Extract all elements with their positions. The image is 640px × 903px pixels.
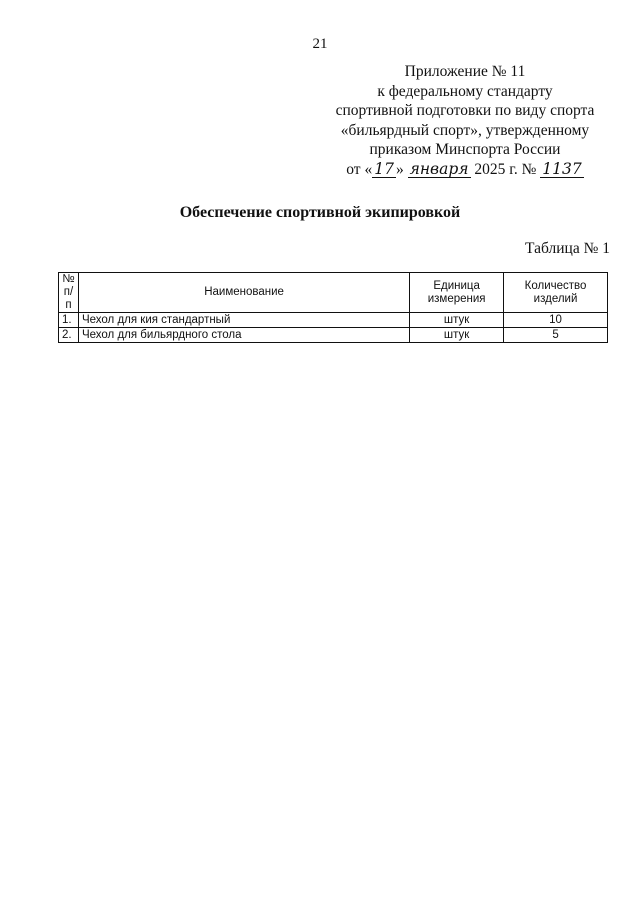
row-unit: штук: [410, 313, 504, 328]
header-qty: Количество изделий: [504, 273, 608, 313]
appendix-line: спортивной подготовки по виду спорта: [335, 102, 595, 119]
appendix-line: к федеральному стандарту: [377, 82, 553, 100]
appendix-title: Приложение № 11: [404, 63, 526, 80]
date-year: 2025 г. №: [474, 160, 537, 178]
appendix-line: «бильярдный спорт», утвержденному: [340, 121, 590, 139]
date-prefix: от «: [346, 160, 373, 178]
date-mid: »: [395, 160, 404, 178]
handwritten-month: января: [409, 159, 469, 178]
order-date-line: [330, 160, 600, 180]
row-num: 1.: [59, 313, 79, 328]
header-num: № п/п: [59, 273, 79, 313]
table-caption: Таблица № 1: [525, 240, 610, 257]
page-number: 21: [312, 36, 328, 52]
handwritten-order-number: 1137: [542, 159, 582, 178]
document-title: Обеспечение спортивной экипировкой: [179, 204, 461, 221]
table-row: [59, 328, 608, 343]
table-row: [59, 313, 608, 328]
row-qty: 10: [504, 313, 608, 328]
appendix-block: [330, 62, 600, 179]
row-name: Чехол для бильярдного стола: [78, 328, 409, 343]
header-name: Наименование: [78, 273, 409, 313]
appendix-line: приказом Минспорта России: [369, 141, 561, 158]
equipment-table: [58, 272, 608, 343]
header-unit: Единица измерения: [410, 273, 504, 313]
row-qty: 5: [504, 328, 608, 343]
handwritten-day: 17: [374, 159, 394, 178]
table-header-row: [59, 273, 608, 313]
row-name: Чехол для кия стандартный: [78, 313, 409, 328]
row-unit: штук: [410, 328, 504, 343]
row-num: 2.: [59, 328, 79, 343]
